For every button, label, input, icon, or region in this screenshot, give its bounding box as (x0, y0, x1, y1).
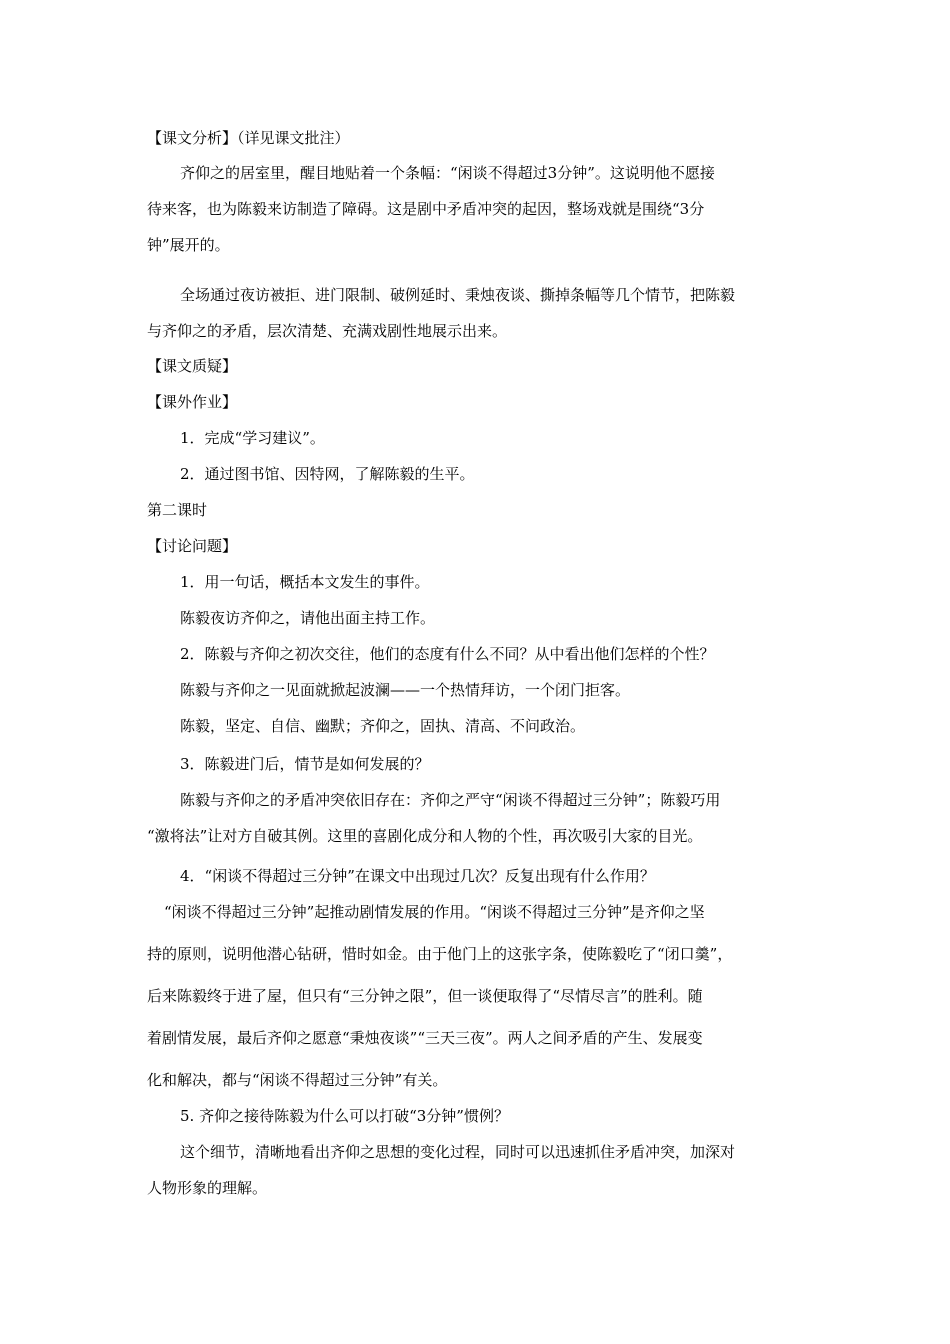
question-2: 2．陈毅与齐仰之初次交往，他们的态度有什么不同？从中看出他们怎样的个性？ (180, 645, 715, 663)
homework-heading: 【课外作业】 (147, 393, 238, 411)
answer-3-line-1: 陈毅与齐仰之的矛盾冲突依旧存在：齐仰之严守“闲谈不得超过三分钟”；陈毅巧用 (180, 791, 721, 809)
answer-4-line-4: 着剧情发展，最后齐仰之愿意“秉烛夜谈”“三天三夜”。两人之间矛盾的产生、发展变 (147, 1029, 703, 1047)
homework-item-1: 1．完成“学习建议”。 (180, 429, 325, 447)
analysis-paragraph-1-line-3: 钟”展开的。 (147, 236, 230, 254)
analysis-paragraph-1-line-2: 待来客，也为陈毅来访制造了障碍。这是剧中矛盾冲突的起因，整场戏就是围绕“3分 (147, 200, 705, 218)
answer-5-line-2: 人物形象的理解。 (147, 1179, 268, 1197)
answer-3-line-2: “激将法”让对方自破其例。这里的喜剧化成分和人物的个性，再次吸引大家的目光。 (147, 827, 703, 845)
answer-4-line-5: 化和解决，都与“闲谈不得超过三分钟”有关。 (147, 1071, 448, 1089)
answer-5-line-1: 这个细节，清晰地看出齐仰之思想的变化过程，同时可以迅速抓住矛盾冲突，加深对 (180, 1143, 736, 1161)
analysis-paragraph-1-line-1: 齐仰之的居室里，醒目地贴着一个条幅：“闲谈不得超过3分钟”。这说明他不愿接 (180, 164, 715, 182)
questions-heading: 【课文质疑】 (147, 357, 238, 375)
answer-4-line-1: “闲谈不得超过三分钟”起推动剧情发展的作用。“闲谈不得超过三分钟”是齐仰之坚 (164, 903, 705, 921)
discussion-heading: 【讨论问题】 (147, 537, 238, 555)
question-5: 5. 齐仰之接待陈毅为什么可以打破“3分钟”惯例？ (180, 1107, 509, 1125)
answer-4-line-2: 持的原则，说明他潜心钻研，惜时如金。由于他门上的这张字条，使陈毅吃了“闭口羹”， (147, 945, 733, 963)
answer-2-line-2: 陈毅，坚定、自信、幽默；齐仰之，固执、清高、不问政治。 (180, 717, 586, 735)
answer-2-line-1: 陈毅与齐仰之一见面就掀起波澜——一个热情拜访，一个闭门拒客。 (180, 681, 631, 699)
analysis-paragraph-2-line-2: 与齐仰之的矛盾，层次清楚、充满戏剧性地展示出来。 (147, 322, 508, 340)
analysis-paragraph-2-line-1: 全场通过夜访被拒、进门限制、破例延时、秉烛夜谈、撕掉条幅等几个情节，把陈毅 (180, 286, 736, 304)
answer-1: 陈毅夜访齐仰之，请他出面主持工作。 (180, 609, 436, 627)
analysis-heading: 【课文分析】（详见课文批注） (147, 129, 350, 147)
question-4: 4．“闲谈不得超过三分钟”在课文中出现过几次？反复出现有什么作用？ (180, 867, 655, 885)
homework-item-2: 2．通过图书馆、因特网，了解陈毅的生平。 (180, 465, 475, 483)
question-3: 3．陈毅进门后，情节是如何发展的？ (180, 755, 430, 773)
answer-4-line-3: 后来陈毅终于进了屋，但只有“三分钟之限”，但一谈便取得了“尽情尽言”的胜利。随 (147, 987, 703, 1005)
question-1: 1．用一句话，概括本文发生的事件。 (180, 573, 430, 591)
lesson-2-heading: 第二课时 (147, 501, 208, 519)
